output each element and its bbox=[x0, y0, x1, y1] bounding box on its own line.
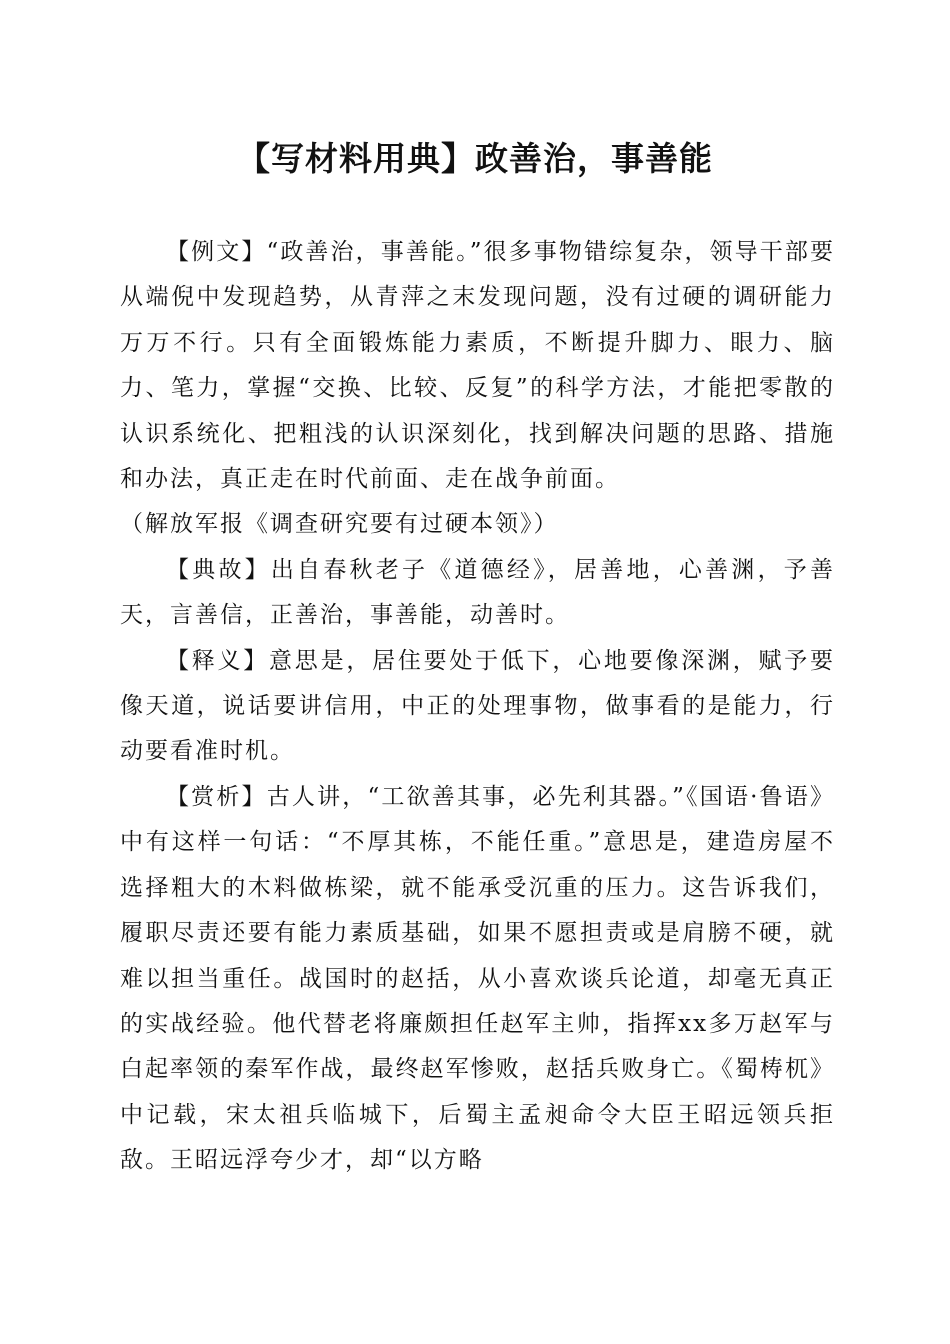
section-tag-appreciation: 【赏析】 bbox=[166, 783, 267, 810]
paragraph-allusion-text: 出自春秋老子《道德经》，居善地，心善渊，予善天，言善信，正善治，事善能，动善时。 bbox=[120, 556, 836, 629]
section-tag-example: 【例文】 bbox=[166, 239, 267, 265]
page-title: 【写材料用典】政善治，事善能 bbox=[237, 139, 713, 178]
paragraph-interpretation bbox=[120, 639, 835, 775]
section-tag-interpretation: 【释义】 bbox=[166, 647, 270, 674]
paragraph-appreciation bbox=[120, 775, 835, 1184]
paragraph-interpretation-text: 意思是，居住要处于低下，心地要像深渊，赋予要像天道，说话要讲信用，中正的处理事物，做事看的是能力，行动要看准时机。 bbox=[120, 647, 836, 765]
example-source-citation: （解放军报《调查研究要有过硬本领》） bbox=[120, 511, 559, 538]
paragraph-example-text: “政善治，事善能。”很多事物错综复杂，领导干部要从端倪中发现趋势，从青萍之末发现问题，没有过硬的调研能力万万不行。只有全面锻炼能力素质，不断提升脚力、眼力、脑力、笔力，掌握“交换、比较、反复”的科学方法，才能把零散的认识系统化、把粗浅的认识深刻化，找到解决问题的思路、措施和办法，真正走在时代前面、走在战争前面。 bbox=[120, 239, 835, 493]
document-body bbox=[120, 230, 835, 1184]
paragraph-appreciation-text: 古人讲，“工欲善其事，必先利其器。”《国语·鲁语》中有这样一句话：“不厚其栋，不能任重。”意思是，建造房屋不选择粗大的木料做栋梁，就不能承受沉重的压力。这告诉我们，履职尽责还要有能力素质基础，如果不愿担责或是肩膀不硬，就难以担当重任。战国时的赵括，从小喜欢谈兵论道，却毫无真正的实战经验。他代替老将廉颇担任赵军主帅，指挥xx多万赵军与白起率领的秦军作战，最终赵军惨败，赵括兵败身亡。《蜀梼杌》中记载，宋太祖兵临城下，后蜀主孟昶命令大臣王昭远领兵拒敌。王昭远浮夸少才，却“以方略 bbox=[120, 783, 836, 1174]
section-tag-allusion: 【典故】 bbox=[166, 556, 271, 583]
paragraph-allusion bbox=[120, 548, 835, 639]
paragraph-example bbox=[120, 230, 835, 502]
